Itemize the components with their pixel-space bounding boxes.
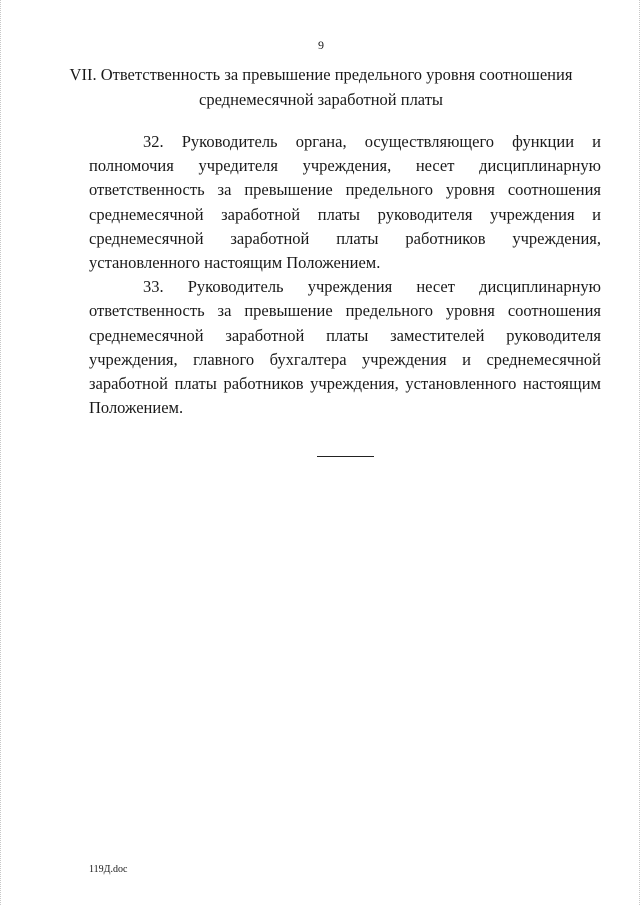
body-text [89,130,601,420]
paragraph-32: 32. Руководитель органа, осуществляющего функции и полномочия учредителя учреждения, несет дисциплинарную ответственность за превышение предельного уровня соотношения среднемесячной заработной платы руководителя учреждения и среднемесячной заработной платы работников учреждения, установленного настоящим Положением. [89,132,601,273]
page-number: 9 [318,38,324,52]
section-title-line-2: среднемесячной заработной платы [199,90,443,109]
file-name-footer: 119Д.doc [89,864,128,875]
end-of-text-rule [317,456,374,457]
section-title [61,62,581,112]
section-title-line-1: VII. Ответственность за превышение предельного уровня соотношения [69,65,573,84]
paragraph-33: 33. Руководитель учреждения несет дисциплинарную ответственность за превышение предельного уровня соотношения среднемесячной заработной платы заместителей руководителя учреждения, главного бухгалтера учреждения и среднемесячной заработной платы работников учреждения, установленного настоящим Положением. [89,277,601,418]
